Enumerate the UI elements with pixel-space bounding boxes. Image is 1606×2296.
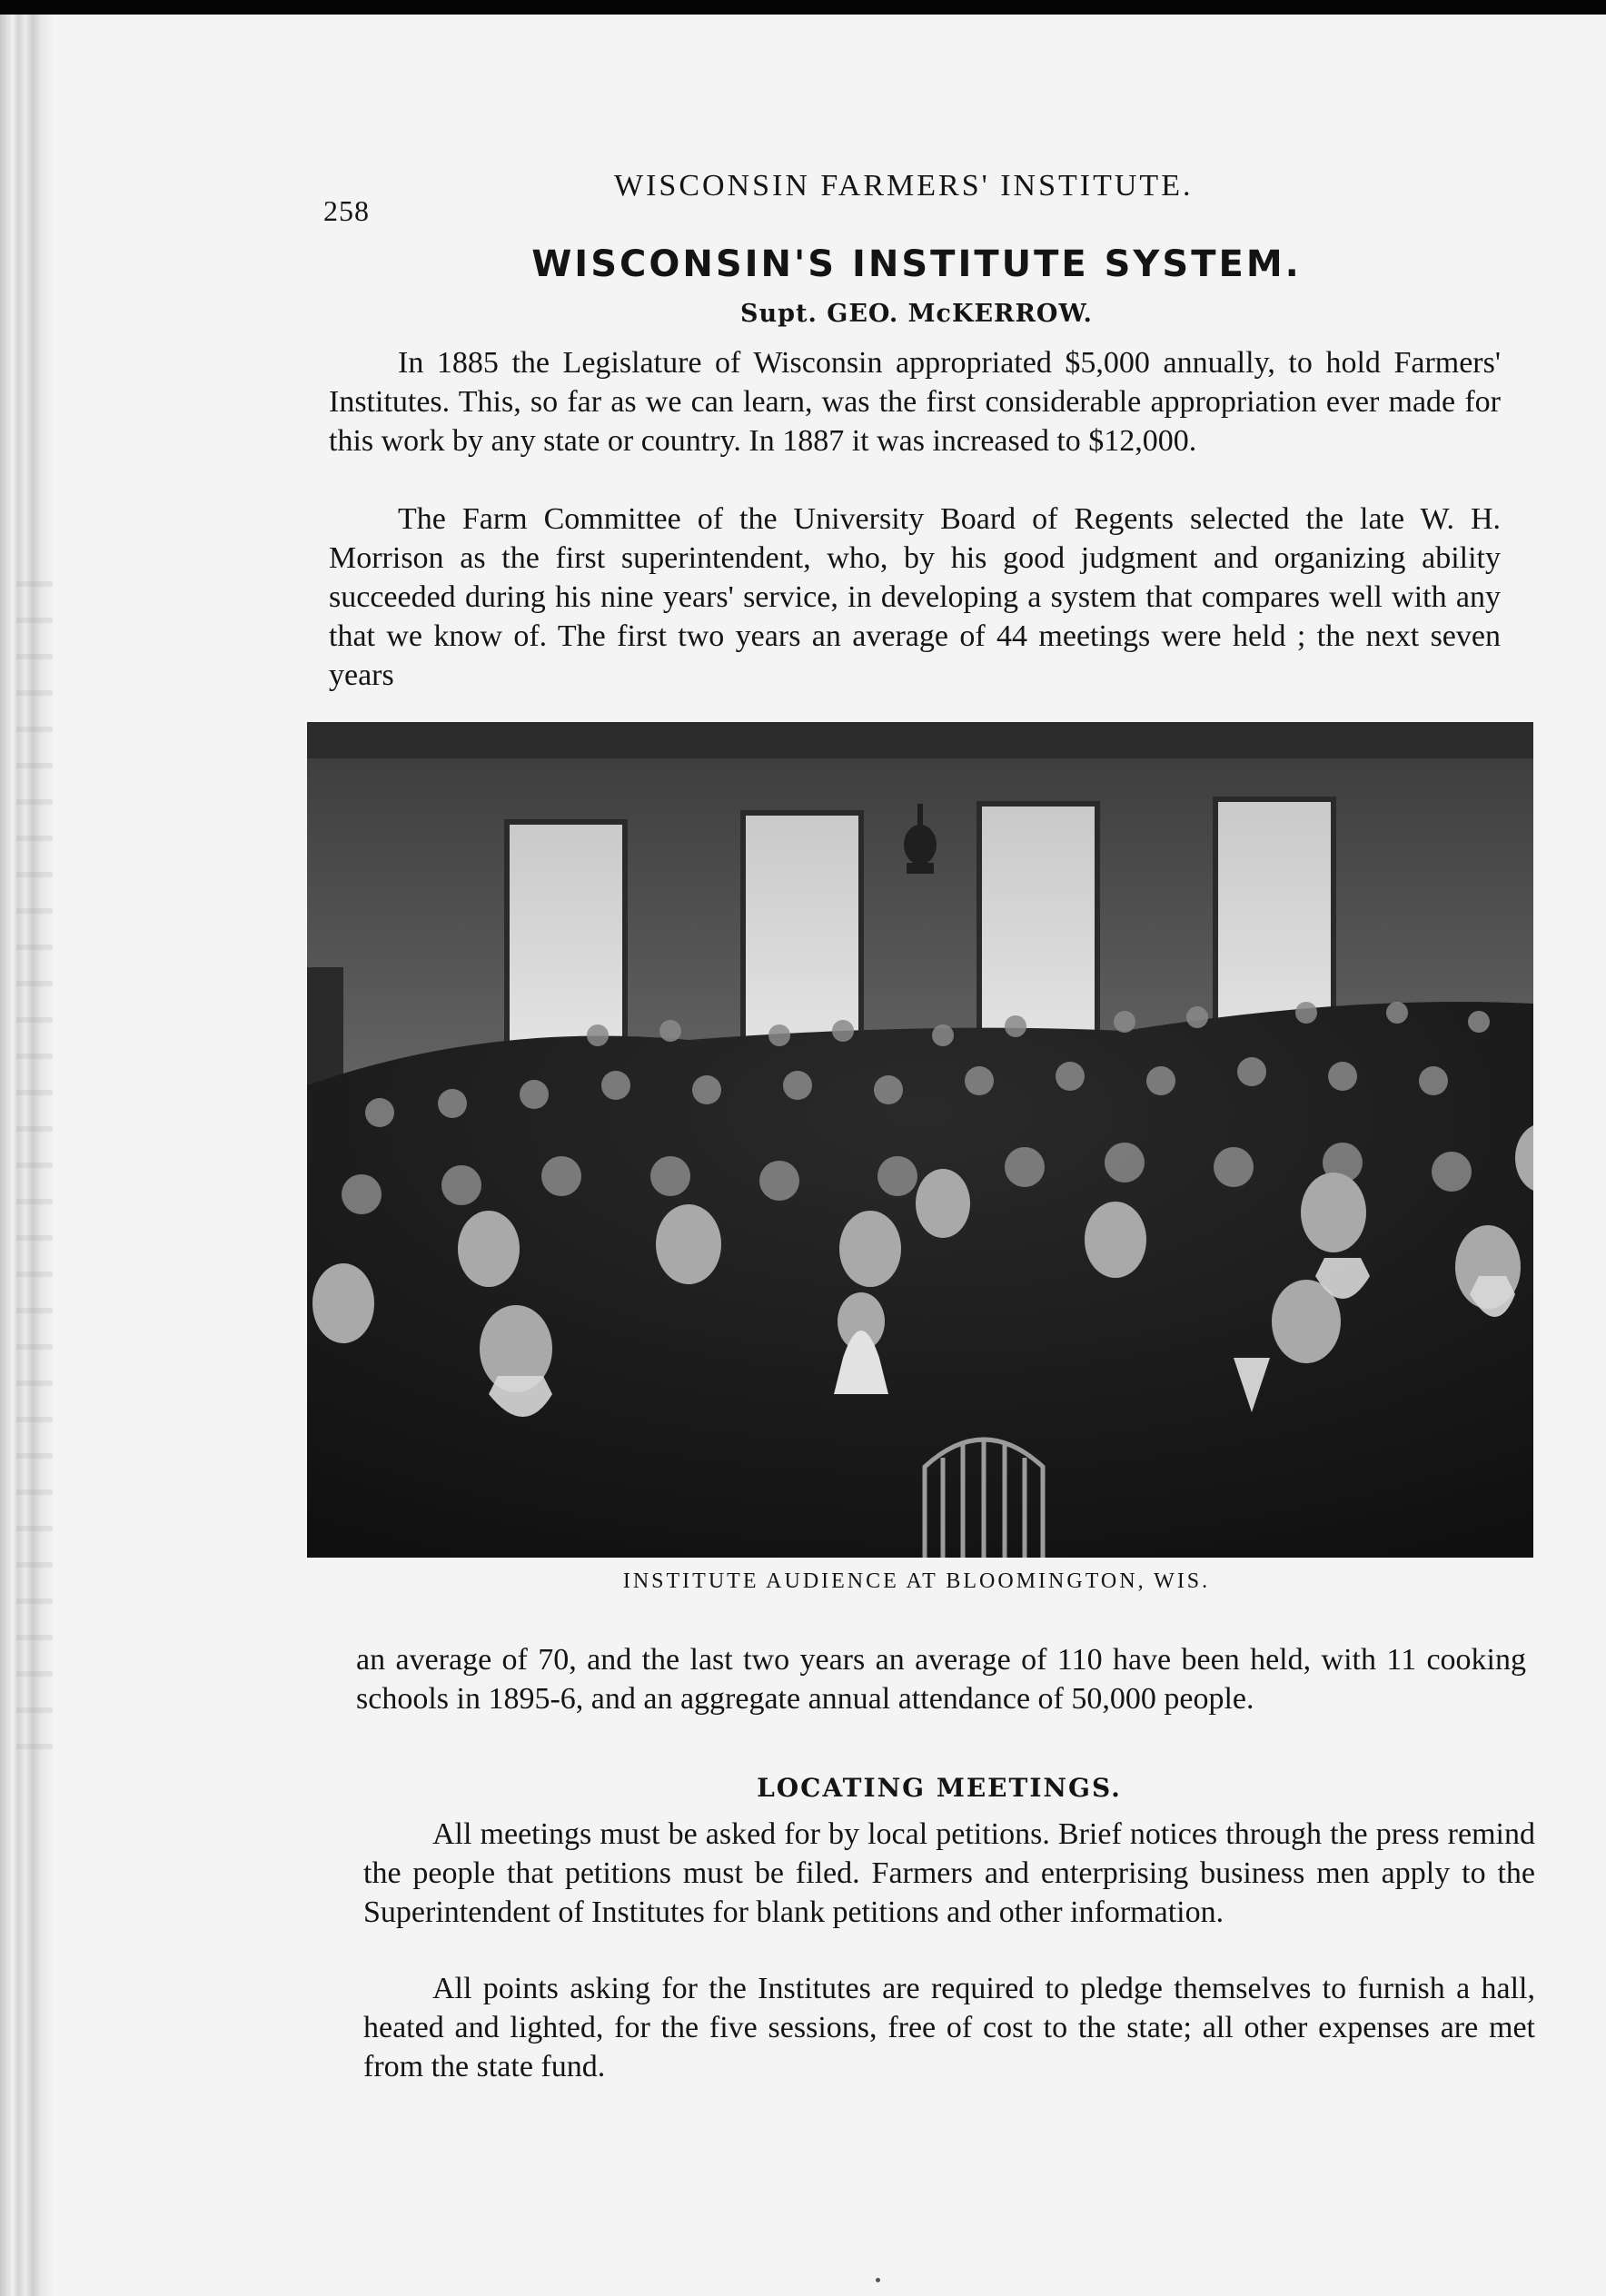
audience-photograph (307, 722, 1533, 1558)
paragraph-meeting-averages: an average of 70, and the last two years an average of 110 have been held, with 11 cooking schools in 1895-6, and an aggregate annual attendance of 50,000 people. (356, 1643, 1526, 1716)
audience-photo-illustration (307, 722, 1533, 1558)
hall-window (979, 804, 1097, 1058)
section-heading-locating-meetings: LOCATING MEETINGS. (757, 1773, 1122, 1803)
scan-top-border (0, 0, 1606, 15)
paragraph-farm-committee: The Farm Committee of the University Board of Regents selected the late W. H. Morrison as the first superintendent, who, by his good judgment and organizing ability succeeded during his nine years' service, in developing a system that compares well with any that we know of. The first two years an average of 44 meetings were held ; the next seven years (329, 502, 1501, 692)
article-title: WISCONSIN'S INSTITUTE SYSTEM. (531, 243, 1302, 285)
hall-window (507, 822, 625, 1058)
paragraph-appropriation: In 1885 the Legislature of Wisconsin appropriated $5,000 annually, to hold Farmers' Institutes. This, so far as we can learn, was the first considerable appropriation ever made for this work by any state or country. In 1887 it was increased to $12,000. (329, 346, 1501, 458)
page-number: 258 (323, 194, 370, 227)
running-title: WISCONSIN FARMERS' INSTITUTE. (614, 169, 1194, 203)
page-speck (876, 2278, 880, 2282)
author-byline: Supt. GEO. McKERROW. (740, 300, 1093, 328)
paragraph-hall-pledge: All points asking for the Institutes are required to pledge themselves to furnish a hall, heated and lighted, for the five sessions, free of cost to the state; all other expenses are met from the state fund. (363, 1972, 1535, 2083)
running-head (323, 169, 1241, 227)
figure-caption: INSTITUTE AUDIENCE AT BLOOMINGTON, WIS. (622, 1569, 1211, 1593)
paragraph-petitions: All meetings must be asked for by local petitions. Brief notices through the press remind the people that petitions must be filed. Farmers and enterprising business men apply to the Superintendent of Institutes for blank petitions and other information. (363, 1817, 1535, 1929)
